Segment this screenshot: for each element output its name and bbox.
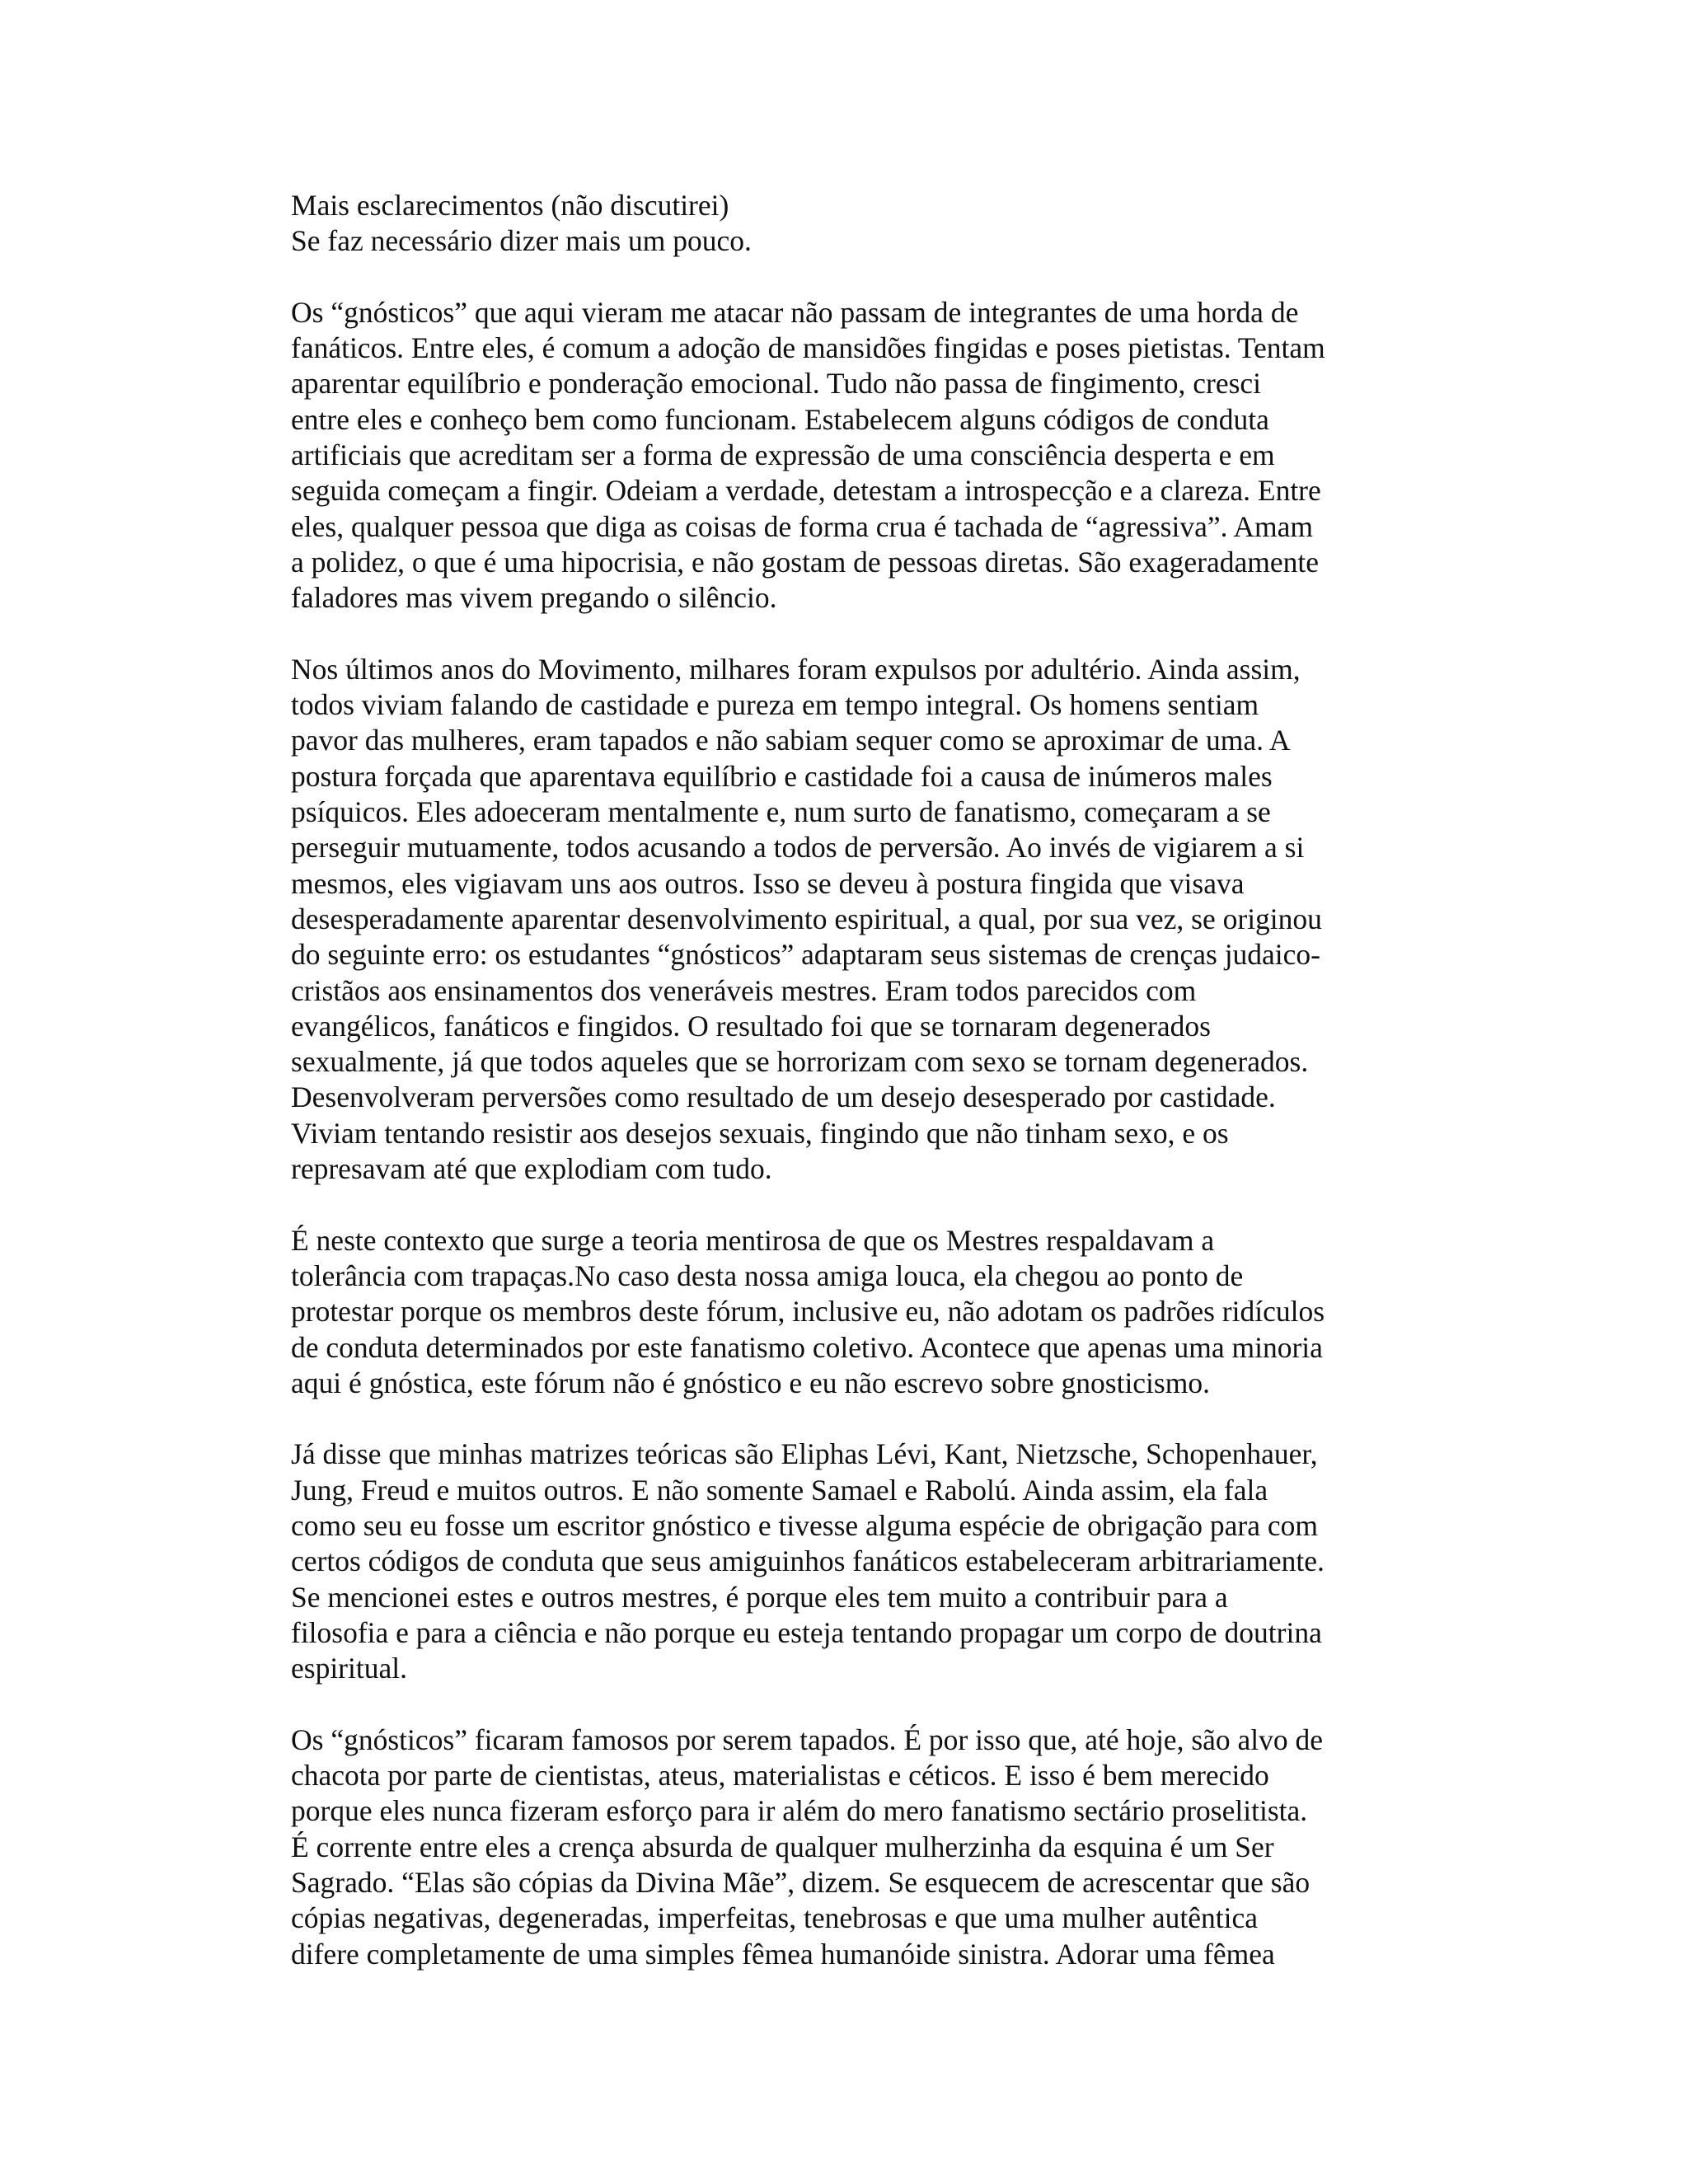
paragraph-line: tolerância com trapaças.No caso desta nossa amiga louca, ela chegou ao ponto de [291,1258,1244,1292]
paragraph-line: evangélicos, fanáticos e fingidos. O resultado foi que se tornaram degenerados [291,1009,1211,1043]
paragraph-line: como seu eu fosse um escritor gnóstico e tivesse alguma espécie de obrigação para com [291,1508,1319,1542]
paragraph-line: Viviam tentando resistir aos desejos sexuais, fingindo que não tinham sexo, e os [291,1116,1229,1150]
document-body [291,188,1412,1972]
paragraph-line: perseguir mutuamente, todos acusando a todos de perversão. Ao invés de vigiarem a si [291,831,1305,865]
paragraph-line: porque eles nunca fizeram esforço para ir além do mero fanatismo sectário proselitista. [291,1794,1308,1828]
document-subheading: Se faz necessário dizer mais um pouco. [291,224,752,258]
paragraph-line: Se mencionei estes e outros mestres, é porque eles tem muito a contribuir para a [291,1580,1228,1614]
paragraph-line: Jung, Freud e muitos outros. E não somente Samael e Rabolú. Ainda assim, ela fala [291,1473,1268,1507]
paragraph-line: de conduta determinados por este fanatismo coletivo. Acontece que apenas uma minoria [291,1330,1323,1364]
paragraph-line: mesmos, eles vigiavam uns aos outros. Isso se deveu à postura fingida que visava [291,866,1245,900]
document-heading: Mais esclarecimentos (não discutirei) [291,189,729,222]
paragraph-gap [291,260,1412,295]
paragraph-line: todos viviam falando de castidade e pureza em tempo integral. Os homens sentiam [291,688,1259,722]
paragraph-line: represavam até que explodiam com tudo. [291,1152,772,1186]
paragraph-line: seguida começam a fingir. Odeiam a verdade, detestam a introspecção e a clareza. Entre [291,474,1321,508]
paragraph-line: protestar porque os membros deste fórum, inclusive eu, não adotam os padrões ridículos [291,1295,1325,1329]
paragraph-line: desesperadamente aparentar desenvolvimento espiritual, a qual, por sua vez, se originou [291,902,1322,935]
paragraph-gap [291,1686,1412,1722]
paragraph-line: Os “gnósticos” ficaram famosos por serem tapados. É por isso que, até hoje, são alvo de [291,1722,1324,1756]
paragraph-line: chacota por parte de cientistas, ateus, materialistas e céticos. E isso é bem merecido [291,1759,1269,1793]
paragraph-line: fanáticos. Entre eles, é comum a adoção de mansidões fingidas e poses pietistas. Tentam [291,331,1325,365]
paragraph-line: difere completamente de uma simples fêmea humanóide sinistra. Adorar uma fêmea [291,1937,1275,1971]
paragraph-gap [291,1187,1412,1222]
paragraph-line: entre eles e conheço bem como funcionam. Estabelecem alguns códigos de conduta [291,402,1269,436]
paragraph-line: É neste contexto que surge a teoria mentirosa de que os Mestres respaldavam a [291,1223,1215,1257]
paragraph-4 [291,1436,1412,1686]
paragraph-2 [291,652,1412,1187]
paragraph-line: aqui é gnóstica, este fórum não é gnóstico e eu não escrevo sobre gnosticismo. [291,1366,1210,1399]
paragraph-5 [291,1722,1412,1972]
paragraph-line: faladores mas vivem pregando o silêncio. [291,581,777,615]
paragraph-line: eles, qualquer pessoa que diga as coisas de forma crua é tachada de “agressiva”. Amam [291,509,1314,543]
paragraph-line: do seguinte erro: os estudantes “gnósticos” adaptaram seus sistemas de crenças judaico- [291,938,1321,972]
paragraph-line: cópias negativas, degeneradas, imperfeitas, tenebrosas e que uma mulher autêntica [291,1901,1258,1935]
paragraph-3 [291,1223,1412,1401]
paragraph-line: filosofia e para a ciência e não porque eu esteja tentando propagar um corpo de doutrina [291,1615,1322,1649]
paragraph-line: espiritual. [291,1652,407,1685]
paragraph-line: aparentar equilíbrio e ponderação emocional. Tudo não passa de fingimento, cresci [291,367,1262,401]
paragraph-gap [291,616,1412,652]
paragraph-line: É corrente entre eles a crença absurda de qualquer mulherzinha da esquina é um Ser [291,1830,1274,1863]
paragraph-line: sexualmente, já que todos aqueles que se horrorizam com sexo se tornam degenerados. [291,1045,1309,1079]
paragraph-line: Os “gnósticos” que aqui vieram me atacar não passam de integrantes de uma horda de [291,295,1299,329]
paragraph-line: cristãos aos ensinamentos dos veneráveis mestres. Eram todos parecidos com [291,973,1197,1007]
paragraph-line: pavor das mulheres, eram tapados e não sabiam sequer como se aproximar de uma. A [291,724,1291,757]
paragraph-line: psíquicos. Eles adoeceram mentalmente e, num surto de fanatismo, começaram a se [291,795,1271,829]
paragraph-line: Sagrado. “Elas são cópias da Divina Mãe”, dizem. Se esquecem de acrescentar que são [291,1865,1311,1899]
paragraph-gap [291,1401,1412,1436]
paragraph-line: postura forçada que aparentava equilíbrio e castidade foi a causa de inúmeros males [291,759,1273,793]
paragraph-line: a polidez, o que é uma hipocrisia, e não gostam de pessoas diretas. São exageradamente [291,545,1319,579]
paragraph-line: Nos últimos anos do Movimento, milhares foram expulsos por adultério. Ainda assim, [291,652,1301,686]
paragraph-line: certos códigos de conduta que seus amiguinhos fanáticos estabeleceram arbitrariamente. [291,1544,1325,1578]
paragraph-line: artificiais que acreditam ser a forma de expressão de uma consciência desperta e em [291,438,1275,472]
paragraph-line: Já disse que minhas matrizes teóricas são Eliphas Lévi, Kant, Nietzsche, Schopenhauer, [291,1437,1318,1471]
paragraph-1 [291,295,1412,616]
paragraph-line: Desenvolveram perversões como resultado de um desejo desesperado por castidade. [291,1080,1276,1114]
